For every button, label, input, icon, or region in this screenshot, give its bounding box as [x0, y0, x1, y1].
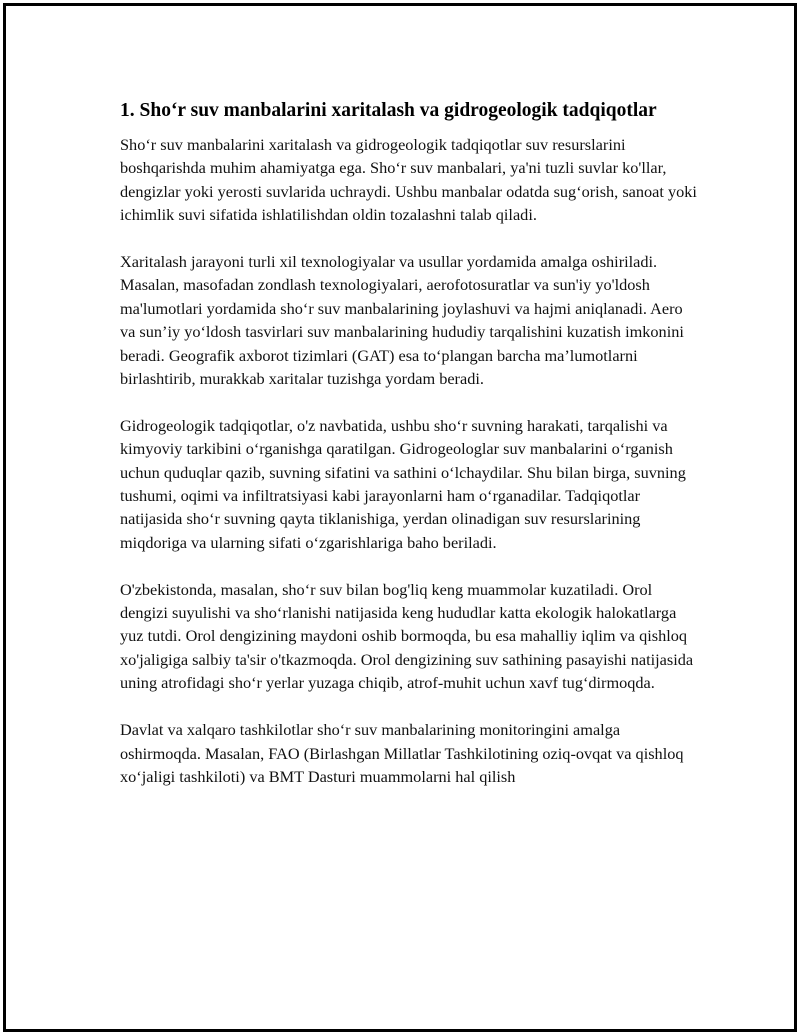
document-body [120, 96, 700, 812]
paragraph-1: Sho‘r suv manbalarini xaritalash va gidrogeologik tadqiqotlar suv resurslarini boshqarishda muhim ahamiyatga ega. Sho‘r suv manbalari, ya'ni tuzli suvlar ko'llar, dengizlar yoki yerosti suvlarida uchraydi. Ushbu manbalar odatda sug‘orish, sanoat yoki ichimlik suvi sifatida ishlatilishdan oldin tozalashni talab qiladi. [120, 135, 697, 225]
paragraph-5: Davlat va xalqaro tashkilotlar sho‘r suv manbalarining monitoringini amalga oshirmoqda. Masalan, FAO (Birlashgan Millatlar Tashkilotining oziq-ovqat va qishloq xo‘jaligi tashkiloti) va BMT Dasturi muammolarni hal qilish [120, 720, 684, 786]
paragraph-3: Gidrogeologik tadqiqotlar, o'z navbatida, ushbu sho‘r suvning harakati, tarqalishi va kimyoviy tarkibini o‘rganishga qaratilgan. Gidrogeologlar suv manbalarini o‘rganish uchun quduqlar qazib, suvning sifatini va sathini o‘lchaydilar. Shu bilan birga, suvning tushumi, oqimi va infiltratsiyasi kabi jarayonlarni ham o‘rganadilar. Tadqiqotlar natijasida sho‘r suvning qayta tiklanishiga, yerdan olinadigan suv resurslarining miqdoriga va ularning sifati o‘zgarishlariga baho beriladi. [120, 415, 686, 552]
paragraph-4: O'zbekistonda, masalan, sho‘r suv bilan bog'liq keng muammolar kuzatiladi. Orol dengizi suyulishi va sho‘rlanishi natijasida keng hududlar katta ekologik halokatlarga yuz tutdi. Orol dengizining maydoni oshib bormoqda, bu esa mahalliy iqlim va qishloq xo'jaligiga salbiy ta'sir o'tkazmoqda. Orol dengizining suv sathining pasayishi natijasida uning atrofidagi sho‘r yerlar yuzaga chiqib, atrof-muhit uchun xavf tug‘dirmoqda. [120, 579, 694, 693]
paragraph-2: Xaritalash jarayoni turli xil texnologiyalar va usullar yordamida amalga oshiriladi. Masalan, masofadan zondlash texnologiyalari, aerofotosuratlar va sun'iy yo'ldosh ma'lumotlari yordamida sho‘r suv manbalarining joylashuvi va hajmi aniqlanadi. Aero va sun’iy yo‘ldosh tasvirlari suv manbalarining hududiy tarqalishini kuzatish imkonini beradi. Geografik axborot tizimlari (GAT) esa to‘plangan barcha ma’lumotlarni birlashtirib, murakkab xaritalar tuzishga yordam beradi. [120, 252, 684, 389]
page-frame [3, 3, 797, 1032]
section-heading: 1. Sho‘r suv manbalarini xaritalash va gidrogeologik tadqiqotlar [120, 100, 657, 121]
